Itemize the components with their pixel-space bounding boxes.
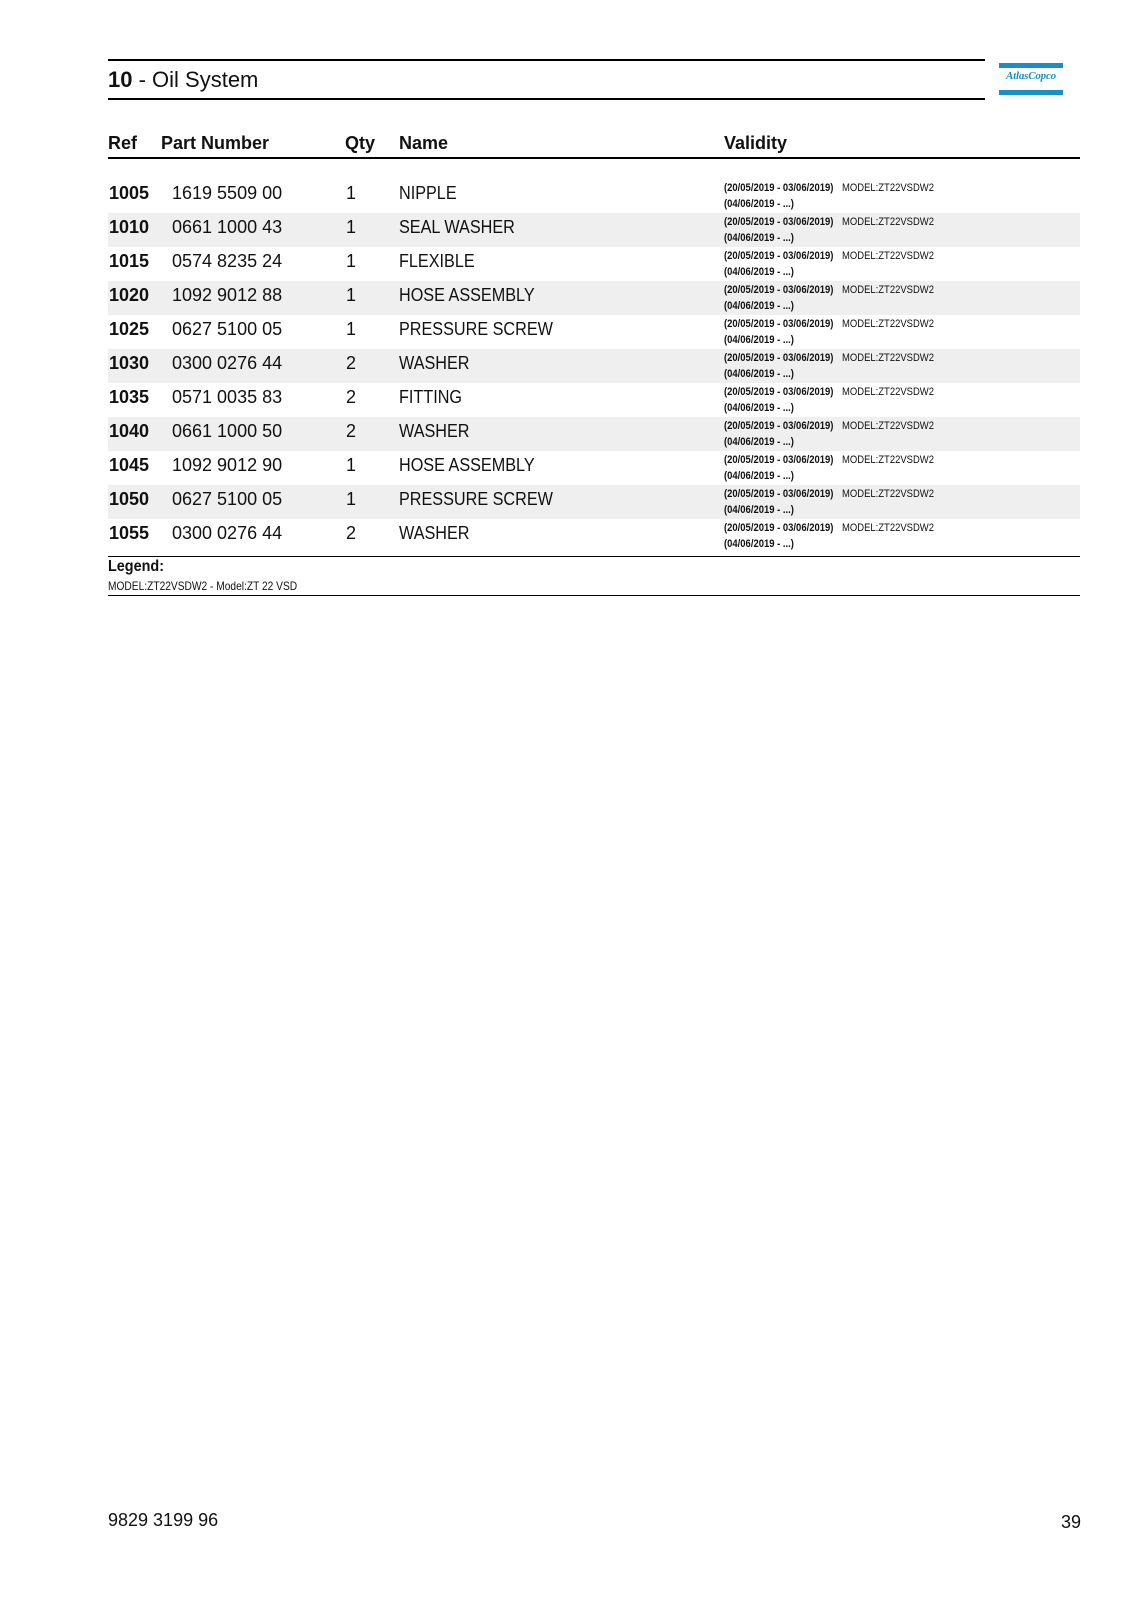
cell-name: HOSE ASSEMBLY [399,455,535,475]
cell-name: WASHER [399,353,470,373]
cell-ref: 1010 [109,217,150,237]
validity-dates: (20/05/2019 - 03/06/2019) [724,182,834,194]
page-title [108,67,258,93]
section-title: - Oil System [132,67,259,92]
cell-name: NIPPLE [399,183,457,203]
cell-qty: 1 [346,455,357,475]
validity-model: MODEL:ZT22VSDW2 [842,318,935,330]
validity-model: MODEL:ZT22VSDW2 [842,488,935,500]
table-row [108,519,1080,553]
cell-validity [724,180,934,212]
validity-dates: (20/05/2019 - 03/06/2019) [724,250,834,262]
cell-validity [724,282,934,314]
cell-ref: 1015 [109,251,150,271]
cell-validity [724,486,934,518]
validity-dates: (20/05/2019 - 03/06/2019) [724,420,834,432]
cell-ref: 1025 [109,319,150,339]
cell-qty: 1 [346,285,357,305]
validity-dates: (20/05/2019 - 03/06/2019) [724,454,834,466]
cell-qty: 2 [346,523,357,543]
table-row [108,213,1080,247]
column-header-ref: Ref [108,133,138,153]
column-header-validity: Validity [724,133,788,153]
cell-validity [724,316,934,348]
table-row [108,383,1080,417]
cell-name: PRESSURE SCREW [399,489,553,509]
legend-text: MODEL:ZT22VSDW2 - Model:ZT 22 VSD [108,579,298,593]
cell-ref: 1040 [109,421,150,441]
cell-validity [724,418,934,450]
validity-model: MODEL:ZT22VSDW2 [842,216,935,228]
table-row [108,485,1080,519]
cell-validity [724,384,934,416]
validity-dates-open: (04/06/2019 - ...) [724,402,794,414]
cell-name: WASHER [399,523,470,543]
cell-part-number: 0627 5100 05 [172,489,283,509]
validity-dates-open: (04/06/2019 - ...) [724,368,794,380]
validity-dates: (20/05/2019 - 03/06/2019) [724,522,834,534]
table-row [108,179,1080,213]
section-number: 10 [108,67,133,92]
cell-qty: 2 [346,387,357,407]
cell-ref: 1050 [109,489,150,509]
validity-dates-open: (04/06/2019 - ...) [724,232,794,244]
cell-validity [724,520,934,552]
validity-dates-open: (04/06/2019 - ...) [724,470,794,482]
cell-validity [724,248,934,280]
cell-name: HOSE ASSEMBLY [399,285,535,305]
table-bottom-divider [108,556,1080,557]
cell-validity [724,214,934,246]
cell-ref: 1005 [109,183,150,203]
table-row [108,349,1080,383]
cell-qty: 2 [346,353,357,373]
column-header-name: Name [399,133,449,153]
cell-part-number: 1619 5509 00 [172,183,283,203]
validity-dates-open: (04/06/2019 - ...) [724,334,794,346]
cell-ref: 1055 [109,523,150,543]
cell-qty: 1 [346,183,357,203]
validity-model: MODEL:ZT22VSDW2 [842,352,935,364]
header-divider [108,157,1080,159]
logo-band-bottom [999,90,1063,95]
validity-model: MODEL:ZT22VSDW2 [842,250,935,262]
cell-name: SEAL WASHER [399,217,515,237]
table-row [108,315,1080,349]
validity-dates: (20/05/2019 - 03/06/2019) [724,216,834,228]
validity-dates-open: (04/06/2019 - ...) [724,266,794,278]
validity-dates: (20/05/2019 - 03/06/2019) [724,352,834,364]
cell-qty: 1 [346,319,357,339]
legend-divider [108,595,1080,596]
cell-part-number: 0574 8235 24 [172,251,283,271]
cell-name: PRESSURE SCREW [399,319,553,339]
cell-part-number: 1092 9012 88 [172,285,283,305]
validity-model: MODEL:ZT22VSDW2 [842,386,935,398]
validity-dates-open: (04/06/2019 - ...) [724,436,794,448]
validity-dates: (20/05/2019 - 03/06/2019) [724,284,834,296]
cell-ref: 1030 [109,353,150,373]
parts-table [108,179,1080,553]
cell-part-number: 0571 0035 83 [172,387,283,407]
validity-model: MODEL:ZT22VSDW2 [842,522,935,534]
section-title-bar [108,59,985,100]
validity-dates: (20/05/2019 - 03/06/2019) [724,488,834,500]
document-number: 9829 3199 96 [108,1510,219,1530]
cell-ref: 1035 [109,387,150,407]
column-header-qty: Qty [345,133,376,153]
cell-name: FITTING [399,387,462,407]
cell-ref: 1045 [109,455,150,475]
cell-qty: 1 [346,251,357,271]
cell-part-number: 0661 1000 50 [172,421,283,441]
cell-qty: 2 [346,421,357,441]
cell-part-number: 0300 0276 44 [172,353,283,373]
cell-name: WASHER [399,421,470,441]
page-number: 39 [1060,1512,1081,1532]
cell-part-number: 0661 1000 43 [172,217,283,237]
cell-name: FLEXIBLE [399,251,475,271]
cell-part-number: 0627 5100 05 [172,319,283,339]
validity-model: MODEL:ZT22VSDW2 [842,284,935,296]
cell-part-number: 0300 0276 44 [172,523,283,543]
atlas-copco-logo [999,63,1063,95]
validity-dates-open: (04/06/2019 - ...) [724,538,794,550]
table-row [108,451,1080,485]
cell-ref: 1020 [109,285,150,305]
validity-dates: (20/05/2019 - 03/06/2019) [724,318,834,330]
table-row [108,281,1080,315]
logo-band-top [999,63,1063,68]
table-row [108,417,1080,451]
cell-qty: 1 [346,489,357,509]
validity-model: MODEL:ZT22VSDW2 [842,420,935,432]
cell-validity [724,350,934,382]
table-row [108,247,1080,281]
column-header-part-number: Part Number [161,133,270,153]
cell-validity [724,452,934,484]
cell-part-number: 1092 9012 90 [172,455,283,475]
validity-model: MODEL:ZT22VSDW2 [842,182,935,194]
cell-qty: 1 [346,217,357,237]
validity-model: MODEL:ZT22VSDW2 [842,454,935,466]
legend-title: Legend: [108,558,164,575]
logo-wordmark: AtlasCopco [1006,70,1056,82]
validity-dates-open: (04/06/2019 - ...) [724,504,794,516]
validity-dates-open: (04/06/2019 - ...) [724,198,794,210]
validity-dates-open: (04/06/2019 - ...) [724,300,794,312]
validity-dates: (20/05/2019 - 03/06/2019) [724,386,834,398]
